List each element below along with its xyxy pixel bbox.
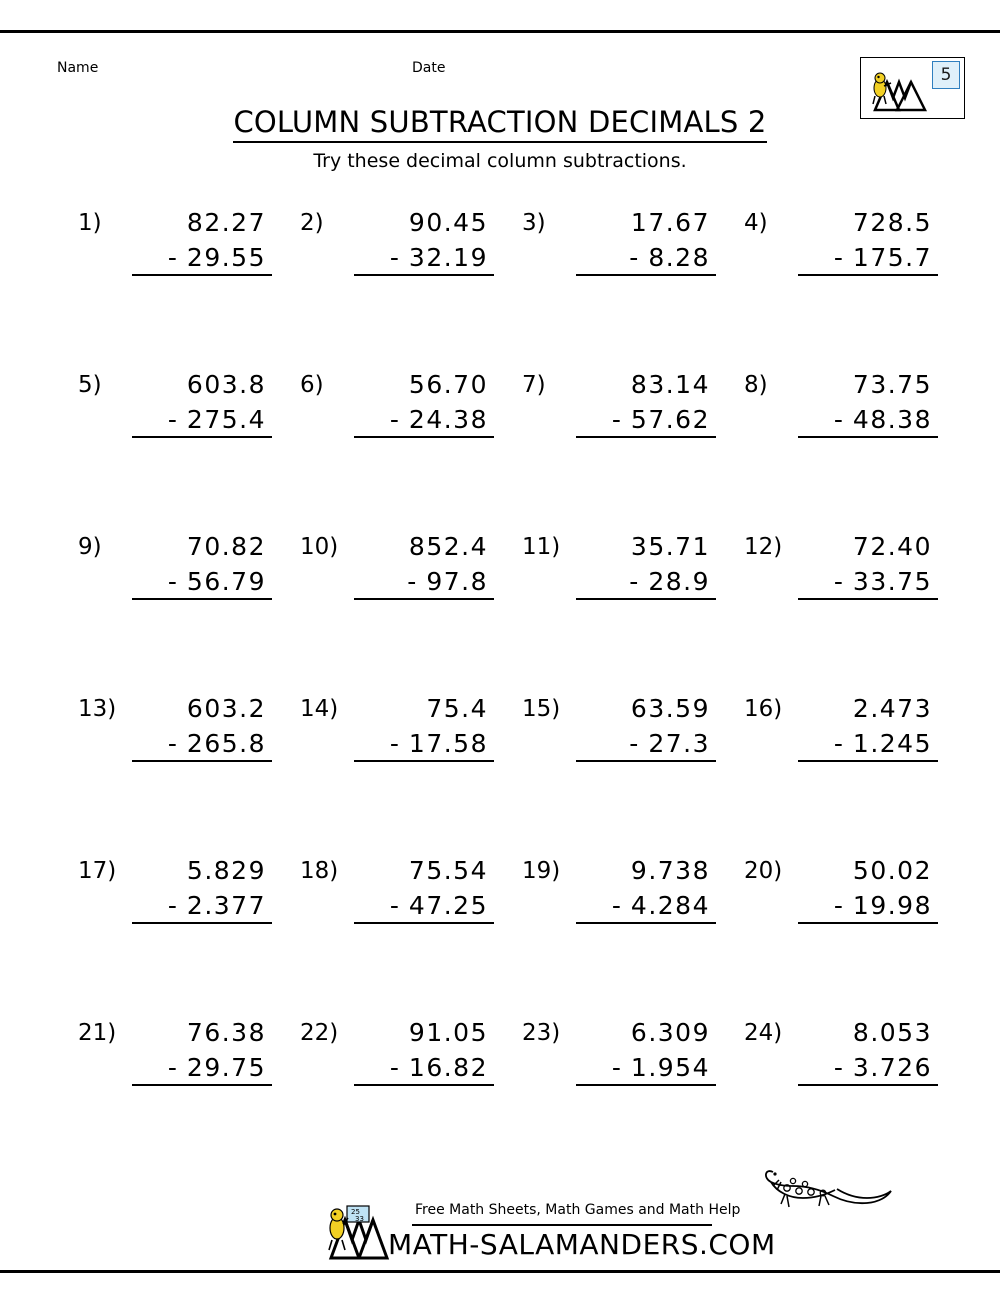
problem-numbers (798, 694, 938, 762)
problem-index: 20) (744, 858, 783, 884)
minuend: 5.829 (186, 856, 266, 885)
subtrahend: 33.75 (852, 567, 932, 596)
problem-numbers (132, 370, 272, 438)
subtrahend: 29.55 (186, 243, 266, 272)
subtrahend-line (132, 567, 272, 600)
problem-index: 3) (522, 210, 546, 236)
grade-number: 5 (932, 61, 960, 89)
top-divider (0, 30, 1000, 33)
minus-sign-icon: - (833, 891, 843, 920)
problem-9 (60, 524, 282, 686)
footer-brand (320, 1190, 776, 1270)
subtrahend-line (132, 729, 272, 762)
problem-numbers (132, 208, 272, 276)
subtrahend-line (354, 891, 494, 924)
problem-numbers (354, 856, 494, 924)
problem-index: 21) (78, 1020, 117, 1046)
subtrahend-line (798, 405, 938, 438)
minuend: 17.67 (630, 208, 710, 237)
subtrahend: 24.38 (408, 405, 488, 434)
minus-sign-icon: - (611, 891, 621, 920)
subtrahend-line (576, 1053, 716, 1086)
problem-index: 5) (78, 372, 102, 398)
problem-17 (60, 848, 282, 1010)
minuend: 75.4 (426, 694, 488, 723)
minus-sign-icon: - (389, 1053, 399, 1082)
minus-sign-icon: - (389, 891, 399, 920)
subtrahend: 265.8 (186, 729, 266, 758)
subtrahend-line (798, 567, 938, 600)
problem-numbers (354, 370, 494, 438)
problem-numbers (132, 1018, 272, 1086)
problem-21 (60, 1010, 282, 1172)
subtrahend: 27.3 (648, 729, 710, 758)
subtrahend-line (798, 243, 938, 276)
problem-index: 16) (744, 696, 783, 722)
subtrahend: 48.38 (852, 405, 932, 434)
page-title-text: COLUMN SUBTRACTION DECIMALS 2 (233, 105, 766, 143)
minuend: 56.70 (408, 370, 488, 399)
name-label: Name (57, 60, 99, 76)
subtrahend-line (576, 891, 716, 924)
problem-index: 8) (744, 372, 768, 398)
subtrahend: 57.62 (630, 405, 710, 434)
minuend: 603.8 (186, 370, 266, 399)
subtrahend-line (354, 1053, 494, 1086)
problem-index: 10) (300, 534, 339, 560)
problem-numbers (576, 208, 716, 276)
problem-row (60, 686, 950, 848)
minuend: 6.309 (630, 1018, 710, 1047)
problem-index: 7) (522, 372, 546, 398)
subtrahend: 29.75 (186, 1053, 266, 1082)
subtrahend-line (576, 567, 716, 600)
minuend: 8.053 (852, 1018, 932, 1047)
minus-sign-icon: - (611, 1053, 621, 1082)
minuend: 35.71 (630, 532, 710, 561)
minuend: 76.38 (186, 1018, 266, 1047)
footer-tagline: Free Math Sheets, Math Games and Math Help (415, 1202, 741, 1218)
minus-sign-icon: - (167, 405, 177, 434)
problem-numbers (576, 532, 716, 600)
minuend: 72.40 (852, 532, 932, 561)
subtrahend-line (798, 891, 938, 924)
problem-row (60, 848, 950, 1010)
problem-numbers (798, 208, 938, 276)
problem-index: 24) (744, 1020, 783, 1046)
problem-index: 14) (300, 696, 339, 722)
problem-row (60, 524, 950, 686)
problem-numbers (576, 370, 716, 438)
problem-24 (726, 1010, 948, 1172)
subtrahend: 2.377 (186, 891, 266, 920)
minus-sign-icon: - (167, 1053, 177, 1082)
minus-sign-icon: - (833, 567, 843, 596)
problem-19 (504, 848, 726, 1010)
problem-index: 1) (78, 210, 102, 236)
problem-row (60, 362, 950, 524)
minus-sign-icon: - (167, 729, 177, 758)
subtrahend: 4.284 (630, 891, 710, 920)
problem-numbers (354, 694, 494, 762)
minus-sign-icon: - (389, 405, 399, 434)
problem-index: 4) (744, 210, 768, 236)
minuend: 728.5 (852, 208, 932, 237)
problem-numbers (132, 856, 272, 924)
minus-sign-icon: - (167, 243, 177, 272)
page-title (0, 105, 1000, 139)
problem-13 (60, 686, 282, 848)
svg-text:33: 33 (355, 1215, 364, 1223)
problem-index: 23) (522, 1020, 561, 1046)
minus-sign-icon: - (833, 729, 843, 758)
problem-numbers (354, 532, 494, 600)
footer-site-url: MATH-SALAMANDERS.COM (388, 1228, 776, 1261)
problem-1 (60, 200, 282, 362)
subtrahend-line (132, 405, 272, 438)
subtrahend: 28.9 (648, 567, 710, 596)
problem-index: 2) (300, 210, 324, 236)
problem-numbers (576, 1018, 716, 1086)
minus-sign-icon: - (407, 567, 417, 596)
subtrahend-line (354, 243, 494, 276)
problem-4 (726, 200, 948, 362)
problem-14 (282, 686, 504, 848)
problems-grid (60, 200, 950, 1172)
problem-index: 18) (300, 858, 339, 884)
minuend: 73.75 (852, 370, 932, 399)
problem-index: 13) (78, 696, 117, 722)
subtrahend-line (132, 891, 272, 924)
subtrahend-line (354, 729, 494, 762)
minus-sign-icon: - (611, 405, 621, 434)
problem-index: 19) (522, 858, 561, 884)
problem-numbers (798, 532, 938, 600)
problem-index: 22) (300, 1020, 339, 1046)
problem-numbers (132, 532, 272, 600)
minuend: 70.82 (186, 532, 266, 561)
subtrahend: 32.19 (408, 243, 488, 272)
subtrahend: 1.245 (852, 729, 932, 758)
subtrahend: 47.25 (408, 891, 488, 920)
problem-16 (726, 686, 948, 848)
problem-index: 17) (78, 858, 117, 884)
problem-7 (504, 362, 726, 524)
problem-numbers (798, 370, 938, 438)
minuend: 2.473 (852, 694, 932, 723)
subtrahend: 275.4 (186, 405, 266, 434)
problem-5 (60, 362, 282, 524)
minuend: 82.27 (186, 208, 266, 237)
subtrahend-line (132, 1053, 272, 1086)
problem-18 (282, 848, 504, 1010)
subtrahend-line (798, 729, 938, 762)
subtrahend-line (798, 1053, 938, 1086)
subtrahend: 17.58 (408, 729, 488, 758)
subtrahend-line (132, 243, 272, 276)
problem-row (60, 1010, 950, 1172)
subtrahend: 97.8 (426, 567, 488, 596)
problem-index: 11) (522, 534, 561, 560)
minus-sign-icon: - (833, 1053, 843, 1082)
minus-sign-icon: - (629, 243, 639, 272)
problem-index: 6) (300, 372, 324, 398)
problem-22 (282, 1010, 504, 1172)
minuend: 75.54 (408, 856, 488, 885)
subtrahend: 3.726 (852, 1053, 932, 1082)
problem-row (60, 200, 950, 362)
date-label: Date (412, 60, 446, 76)
subtrahend-line (576, 243, 716, 276)
problem-numbers (576, 694, 716, 762)
problem-numbers (798, 1018, 938, 1086)
problem-index: 12) (744, 534, 783, 560)
svg-text:25: 25 (351, 1208, 360, 1216)
problem-index: 15) (522, 696, 561, 722)
minuend: 50.02 (852, 856, 932, 885)
minus-sign-icon: - (167, 891, 177, 920)
subtrahend-line (576, 729, 716, 762)
subtrahend: 56.79 (186, 567, 266, 596)
minus-sign-icon: - (167, 567, 177, 596)
problem-numbers (798, 856, 938, 924)
problem-2 (282, 200, 504, 362)
subtrahend-line (354, 567, 494, 600)
minus-sign-icon: - (629, 729, 639, 758)
minuend: 63.59 (630, 694, 710, 723)
subtrahend-line (576, 405, 716, 438)
problem-20 (726, 848, 948, 1010)
bottom-divider (0, 1270, 1000, 1273)
problem-numbers (354, 208, 494, 276)
minuend: 603.2 (186, 694, 266, 723)
problem-10 (282, 524, 504, 686)
footer-divider (412, 1224, 712, 1226)
problem-3 (504, 200, 726, 362)
minuend: 91.05 (408, 1018, 488, 1047)
minus-sign-icon: - (389, 729, 399, 758)
minuend: 90.45 (408, 208, 488, 237)
minus-sign-icon: - (833, 405, 843, 434)
subtrahend: 19.98 (852, 891, 932, 920)
page-footer (0, 1190, 1000, 1270)
minuend: 9.738 (630, 856, 710, 885)
minus-sign-icon: - (629, 567, 639, 596)
problem-numbers (132, 694, 272, 762)
subtrahend: 8.28 (648, 243, 710, 272)
subtrahend: 16.82 (408, 1053, 488, 1082)
problem-11 (504, 524, 726, 686)
minus-sign-icon: - (833, 243, 843, 272)
minuend: 83.14 (630, 370, 710, 399)
minuend: 852.4 (408, 532, 488, 561)
problem-12 (726, 524, 948, 686)
subtrahend-line (354, 405, 494, 438)
problem-8 (726, 362, 948, 524)
problem-index: 9) (78, 534, 102, 560)
problem-15 (504, 686, 726, 848)
problem-23 (504, 1010, 726, 1172)
minus-sign-icon: - (389, 243, 399, 272)
subtrahend: 1.954 (630, 1053, 710, 1082)
subtrahend: 175.7 (852, 243, 932, 272)
problem-numbers (576, 856, 716, 924)
problem-6 (282, 362, 504, 524)
page-subtitle: Try these decimal column subtractions. (313, 150, 687, 172)
problem-numbers (354, 1018, 494, 1086)
